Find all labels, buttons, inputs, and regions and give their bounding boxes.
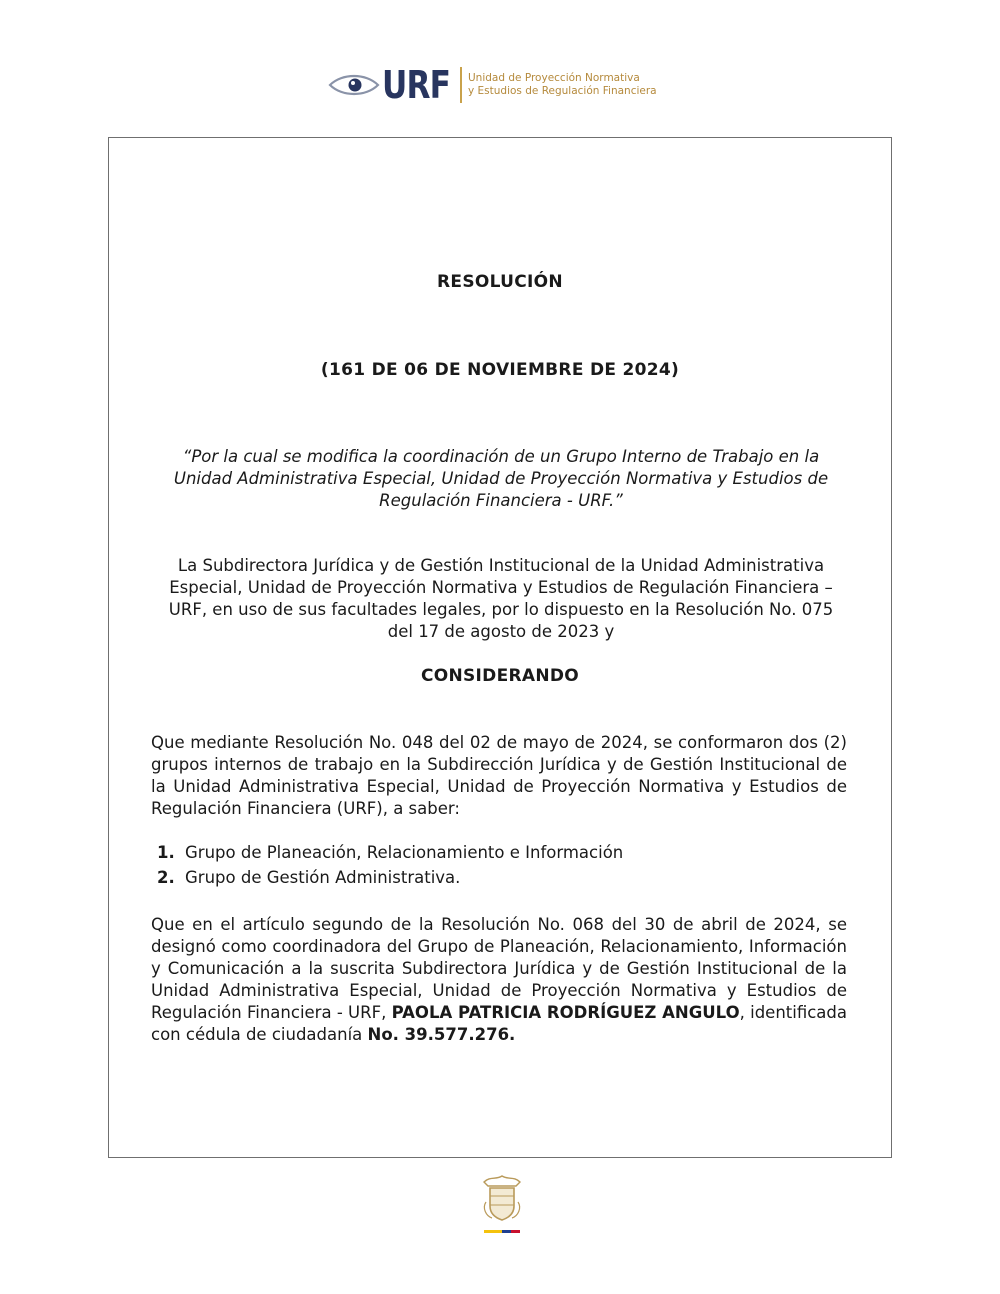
paragraph-1: Que mediante Resolución No. 048 del 02 de mayo de 2024, se conformaron dos (2) grupos internos de trabajo en la Subdirección Jurídica y de Gestión Institucional de la Unidad Administrativa Especial, Unidad de Proyección Normativa y Estudios de Regulación Financiera (URF), a saber:	[151, 733, 847, 818]
logo-divider	[460, 67, 462, 103]
list-number: 2.	[157, 868, 175, 887]
id-number: No. 39.577.276.	[367, 1025, 516, 1044]
logo-line-2: y Estudios de Regulación Financiera	[468, 85, 657, 97]
logo-text	[468, 72, 657, 98]
logo-acronym: URF	[382, 63, 451, 107]
preamble: La Subdirectora Jurídica y de Gestión Institucional de la Unidad Administrativa Especial, Unidad de Proyección Normativa y Estudios de Regulación Financiera – URF, en uso de sus facultades legales, por lo dispuesto en la Resolución No. 075 del 17 de agosto de 2023 y	[168, 556, 834, 641]
urf-logo	[328, 62, 678, 108]
paragraph-2-text-b: , identificada con cédula de ciudadanía	[151, 1003, 848, 1044]
list-text: Grupo de Planeación, Relacionamiento e Información	[185, 843, 624, 862]
list-number: 1.	[157, 843, 175, 862]
logo-line-1: Unidad de Proyección Normativa	[468, 72, 640, 84]
paragraph-2-text-a: Que en el artículo segundo de la Resolución No. 068 del 30 de abril de 2024, se designó como coordinadora del Grupo de Planeación, Relacionamiento, Información y Comunicación a la suscrita Subdirectora Jurídica y de Gestión Institucional de la Unidad Administrativa Especial, Unidad de Proyección Normativa y Estudios de Regulación Financiera - URF,	[151, 915, 847, 1022]
list-item	[157, 865, 623, 890]
coordinator-name: PAOLA PATRICIA RODRÍGUEZ ANGULO	[391, 1003, 740, 1022]
epigraph: “Por la cual se modifica la coordinación de un Grupo Interno de Trabajo en la Unidad Administrativa Especial, Unidad de Proyección Normativa y Estudios de Regulación Financiera - URF.”	[173, 447, 829, 510]
resolution-number: (161 DE 06 DE NOVIEMBRE DE 2024)	[320, 360, 680, 380]
groups-list	[157, 840, 623, 890]
document-title: RESOLUCIÓN	[437, 272, 563, 292]
considerando-heading: CONSIDERANDO	[420, 666, 580, 686]
coat-of-arms-icon	[480, 1172, 524, 1236]
paragraph-2	[151, 914, 847, 1046]
list-item	[157, 840, 623, 865]
list-text: Grupo de Gestión Administrativa.	[185, 868, 461, 887]
document-frame	[108, 137, 892, 1158]
eye-icon	[328, 70, 380, 100]
